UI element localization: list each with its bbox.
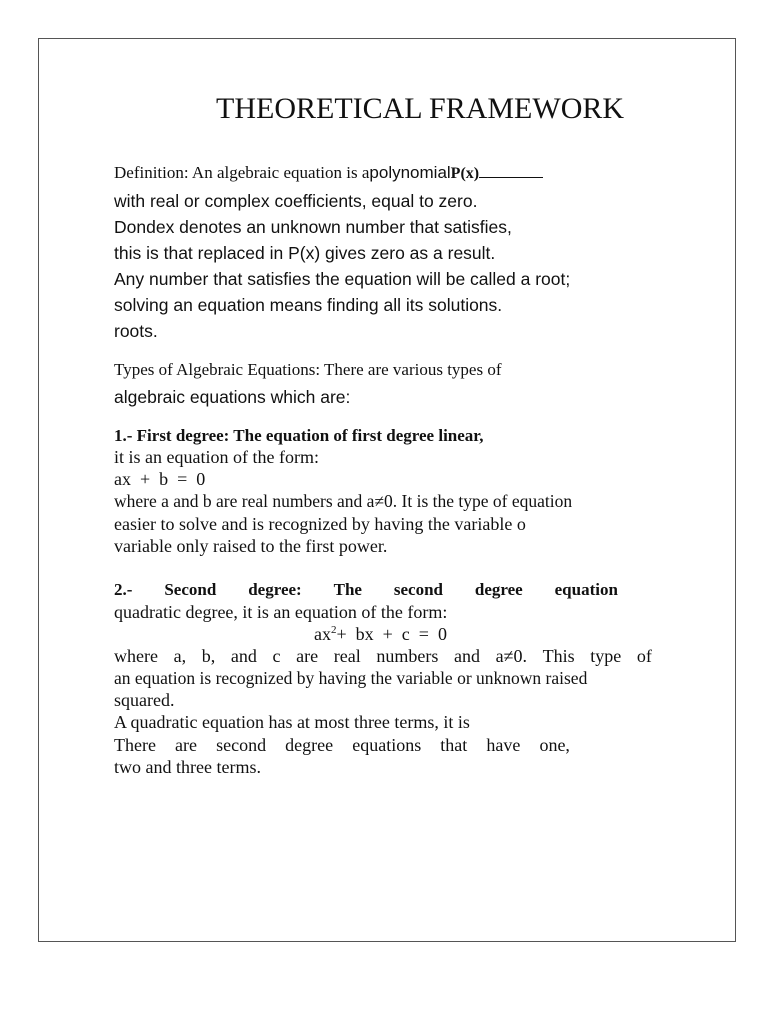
second-degree-line-7: two and three terms. — [114, 757, 261, 777]
definition-text-1: with real or complex coefficients, equal to zero. — [114, 191, 478, 211]
word: second — [216, 735, 267, 755]
definition-word: polynomial — [369, 163, 451, 182]
second-degree-line-3: an equation is recognized by having the variable or unknown raised — [114, 668, 588, 688]
definition-text-2: Dondex denotes an unknown number that satisfies, — [114, 217, 512, 237]
definition-prefix: Definition: An algebraic equation is a — [114, 163, 370, 182]
first-degree-line-4: variable only raised to the first power. — [114, 536, 388, 556]
word: equations — [352, 735, 422, 755]
word: a, — [173, 646, 187, 666]
word: and — [453, 646, 480, 666]
blank-underline — [479, 163, 543, 178]
second-degree-line-4: squared. — [114, 690, 175, 710]
word: that — [440, 735, 468, 755]
word: a≠0. — [495, 646, 527, 666]
types-line-2: algebraic equations which are: — [114, 387, 351, 407]
word: type — [590, 646, 622, 666]
polynomial-symbol: P(x) — [450, 165, 480, 182]
second-degree-line-5: A quadratic equation has at most three terms, it is — [114, 712, 470, 732]
definition-line — [114, 163, 543, 183]
first-degree-formula: ax + b = 0 — [114, 469, 206, 489]
second-degree-line-2 — [114, 646, 652, 667]
heading-word: degree: — [248, 580, 302, 599]
word: of — [636, 646, 652, 666]
word: real — [333, 646, 361, 666]
second-degree-line-1: quadratic degree, it is an equation of the form: — [114, 602, 448, 622]
first-degree-line-1: it is an equation of the form: — [114, 447, 319, 467]
heading-word: 2.- — [114, 580, 133, 599]
first-degree-line-2: where a and b are real numbers and a≠0. It is the type of equation — [114, 491, 573, 511]
word: c — [272, 646, 281, 666]
heading-word: second — [393, 580, 443, 599]
second-degree-line-6 — [114, 735, 570, 756]
definition-text-6: roots. — [114, 321, 158, 341]
word: and — [230, 646, 257, 666]
formula-rest: + bx + c = 0 — [336, 624, 447, 644]
word: b, — [201, 646, 216, 666]
heading-word: degree — [474, 580, 523, 599]
types-line-1: Types of Algebraic Equations: There are various types of — [114, 360, 502, 379]
second-degree-heading — [114, 580, 618, 600]
definition-text-3: this is that replaced in P(x) gives zero as a result. — [114, 243, 496, 263]
page-title: THEORETICAL FRAMEWORK — [216, 92, 625, 125]
word: are — [296, 646, 319, 666]
heading-word: The — [333, 580, 362, 599]
definition-text-4: Any number that satisfies the equation will be called a root; — [114, 269, 571, 289]
word: numbers — [376, 646, 439, 666]
word: There — [114, 735, 156, 755]
word: one, — [539, 735, 570, 755]
first-degree-line-3: easier to solve and is recognized by having the variable o — [114, 514, 526, 534]
word: degree — [285, 735, 334, 755]
heading-word: equation — [554, 580, 618, 599]
first-degree-heading: 1.- First degree: The equation of first degree linear, — [114, 426, 484, 445]
second-degree-formula — [314, 624, 447, 645]
formula-base: ax — [314, 624, 331, 644]
word: have — [486, 735, 521, 755]
definition-text-5: solving an equation means finding all its solutions. — [114, 295, 503, 315]
word: are — [175, 735, 198, 755]
word: This — [542, 646, 575, 666]
heading-word: Second — [164, 580, 217, 599]
formula-exponent: 2 — [331, 624, 337, 636]
word: where — [114, 646, 158, 666]
